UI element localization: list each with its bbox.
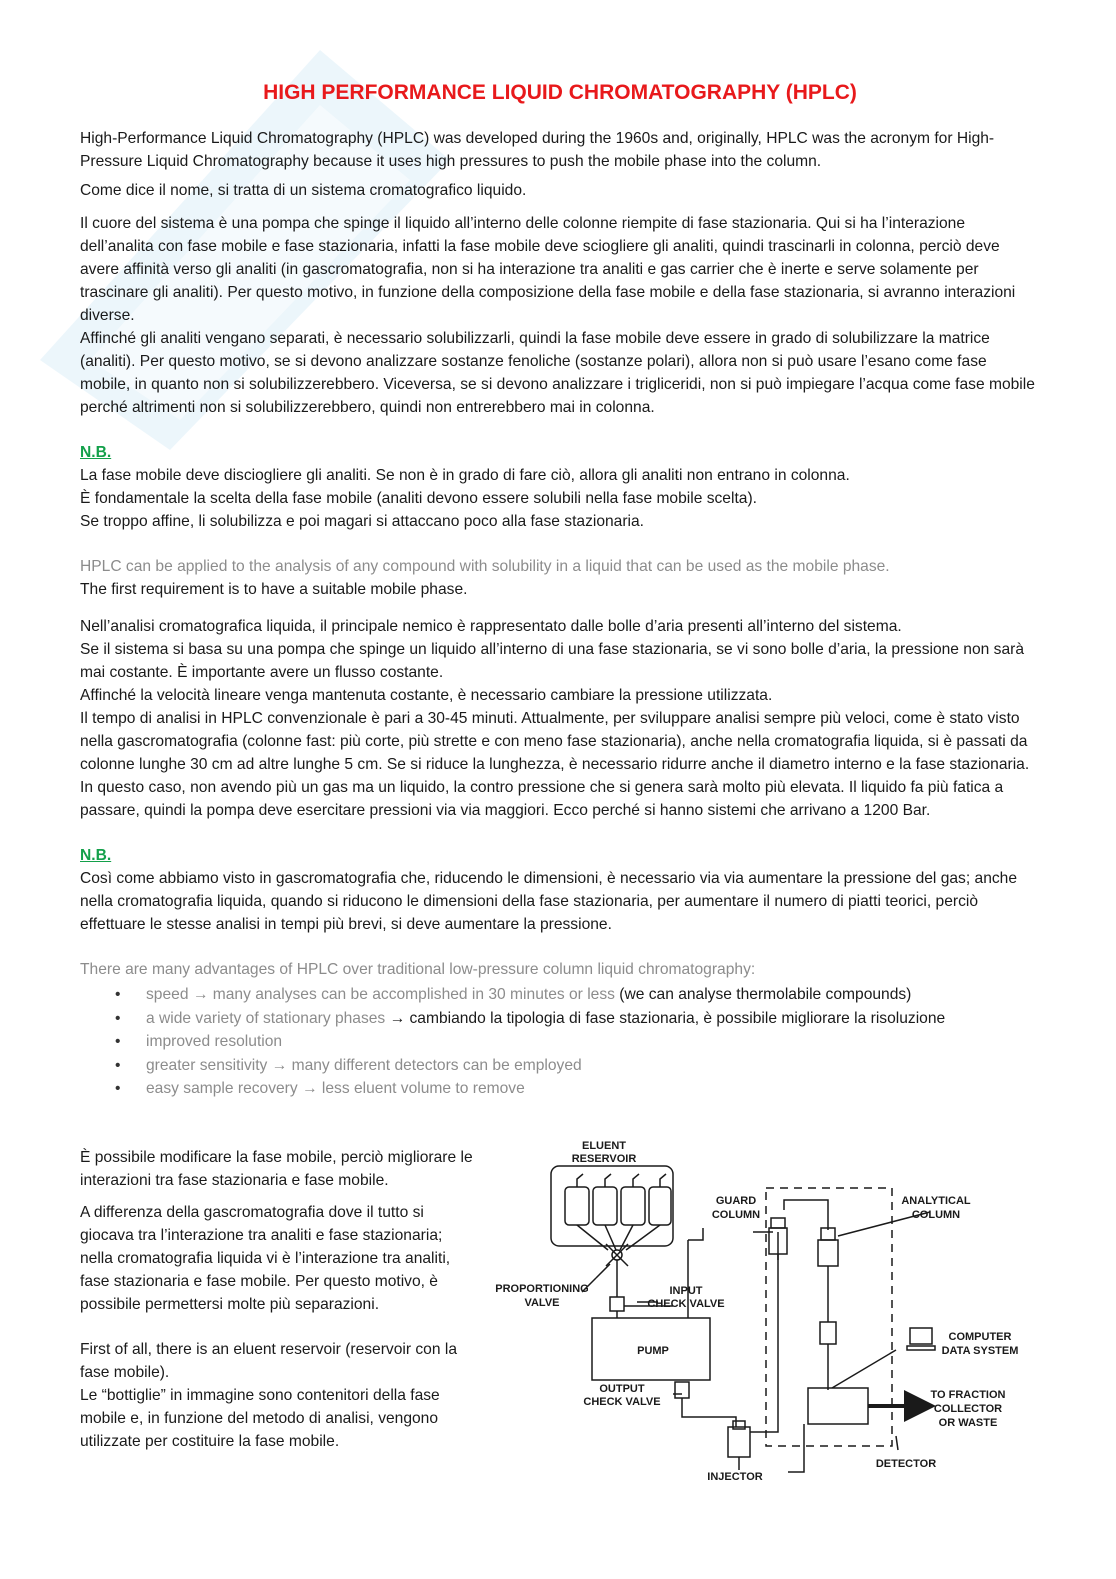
bubbles-line-4: Il tempo di analisi in HPLC convenzionale è pari a 30-45 minuti. Attualmente, per sviluppare analisi sempre più veloci, come è stato visto nella gascromatografia (colonne fast: più corte, più strette e con meno fase stazionaria), anche nella cromatografia liquida, si è passati da colonne lunghe 30 cm ad altre lunghe 5 cm. Se si riduce la lunghezza, è necessario ridurre anche il diametro interno e la fase stazionaria. In questo caso, non avendo più un gas ma un liquido, la contro pressione che si genera sarà molto più elevata. Il liquido fa più fatica a passare, quindi la pompa deve esercitare pressioni via via maggiori. Ecco perché si hanno sistemi che arrivano a 1200 Bar.: [80, 710, 1030, 819]
list-item: [146, 983, 1040, 1007]
label-analytical: ANALYTICAL: [901, 1195, 971, 1207]
nb-block-2: [80, 844, 1040, 936]
bottom-paragraph-1: È possibile modificare la fase mobile, perciò migliorare le interazioni tra fase stazionaria e fase mobile.: [80, 1149, 473, 1189]
analytical-column: [818, 1228, 838, 1390]
advantage-text: (we can analyse thermolabile compounds): [614, 986, 912, 1003]
bottle: [621, 1187, 645, 1225]
requirement-grey-text: HPLC can be applied to the analysis of any compound with solubility in a liquid that can be used as the mobile phase.: [80, 558, 890, 575]
intro-paragraph-3: [80, 212, 1040, 419]
label-output-check-valve: CHECK VALVE: [583, 1396, 661, 1408]
advantage-grey-text: speed → many analyses can be accomplished in 30 minutes or less: [146, 986, 615, 1003]
bottom-paragraph-3: [80, 1338, 475, 1453]
label-output: OUTPUT: [599, 1383, 645, 1395]
intro-paragraph-3b: Affinché gli analiti vengano separati, è necessario solubilizzarli, quindi la fase mobile deve essere in grado di solubilizzare la matrice (analiti). Per questo motivo, se si devono analizzare sostanze fenoliche (sostanze polari), allora non si può usare l’esano come fase mobile, in quanto non si solubilizzerebbero. Viceversa, se si devono analizzare i trigliceridi, non si può impiegare l’acqua come fase mobile perché altrimenti non si solubilizzerebbero, quindi non entrerebbero mai in colonna.: [80, 330, 1035, 416]
nb1-line-1: La fase mobile deve disciogliere gli analiti. Se non è in grado di fare ciò, allora gli analiti non entrano in colonna.: [80, 467, 850, 484]
label-input-check-valve: CHECK VALVE: [647, 1298, 725, 1310]
label-detector: DETECTOR: [875, 1458, 937, 1470]
label-data-system: DATA SYSTEM: [941, 1345, 1019, 1357]
label-computer: COMPUTER: [948, 1331, 1012, 1343]
bottle: [649, 1187, 671, 1225]
nb-label-2: N.B.: [80, 847, 112, 864]
intro-paragraph-3a: Il cuore del sistema è una pompa che spinge il liquido all’interno delle colonne riempite di fase stazionaria. Qui si ha l’interazione dell’analita con fase mobile e fase stazionaria, infatti la fase mobile deve sciogliere gli analiti, quindi trascinarli in colonna, perciò deve avere affinità verso gli analiti (in gascromatografia, non si ha interazione tra analiti e gas carrier che è inerte e serve solamente per trascinare gli analiti). Per questo motivo, in funzione della composizione della fase mobile e della fase stazionaria, si avranno interazioni diverse.: [80, 215, 1016, 324]
label-valve: VALVE: [524, 1297, 560, 1309]
nb-block-1: [80, 441, 1040, 533]
detector: [808, 1388, 868, 1424]
bottom-paragraph-3b: Le “bottiglie” in immagine sono contenitori della fase mobile e, in funzione del metodo di analisi, vengono utilizzate per costituire la fase mobile.: [80, 1387, 440, 1450]
bottom-paragraph-3a: First of all, there is an eluent reservoir (reservoir con la fase mobile).: [80, 1341, 457, 1381]
bottle: [565, 1187, 589, 1225]
intro-paragraph-1: High-Performance Liquid Chromatography (HPLC) was developed during the 1960s and, originally, HPLC was the acronym for High-Pressure Liquid Chromatography because it uses high pressures to push the mobile phase into the column.: [80, 130, 995, 170]
label-pump: PUMP: [637, 1345, 669, 1357]
page-title: HIGH PERFORMANCE LIQUID CHROMATOGRAPHY (HPLC): [263, 81, 857, 104]
bubbles-line-1: Nell’analisi cromatografica liquida, il principale nemico è rappresentato dalle bolle d’aria presenti all’interno del sistema.: [80, 618, 902, 635]
label-input: INPUT: [669, 1285, 703, 1297]
bubbles-line-3: Affinché la velocità lineare venga mantenuta costante, è necessario cambiare la pressione utilizzata.: [80, 687, 773, 704]
hplc-diagram: [488, 1132, 1048, 1497]
guard-column: [771, 1218, 785, 1228]
list-item: [146, 1030, 1040, 1054]
bottom-left-text: [80, 1146, 475, 1462]
label-eluent: ELUENT: [582, 1140, 626, 1152]
label-to-fraction: TO FRACTION: [930, 1389, 1006, 1401]
nb1-line-3: Se troppo affine, li solubilizza e poi magari si attaccano poco alla fase stazionaria.: [80, 513, 645, 530]
advantage-grey-text: easy sample recovery → less eluent volume to remove: [146, 1080, 525, 1097]
nb1-line-2: È fondamentale la scelta della fase mobile (analiti devono essere solubili nella fase mobile scelta).: [80, 490, 757, 507]
label-proportioning: PROPORTIONING: [495, 1283, 589, 1295]
label-guard-column: COLUMN: [711, 1209, 761, 1221]
requirement-text: The first requirement is to have a suitable mobile phase.: [80, 581, 468, 598]
advantages-intro: There are many advantages of HPLC over traditional low-pressure column liquid chromatography:: [80, 961, 756, 978]
advantage-text: → cambiando la tipologia di fase stazionaria, è possibile migliorare la risoluzione: [385, 1009, 946, 1027]
bubbles-block: [80, 615, 1040, 822]
requirement-block: [80, 555, 1040, 601]
advantage-grey-text: a wide variety of stationary phases: [146, 1009, 386, 1027]
label-or-waste: OR WASTE: [938, 1417, 998, 1429]
list-item: [146, 1077, 1040, 1101]
nb-label-1: N.B.: [80, 444, 112, 461]
injector: [728, 1427, 750, 1457]
label-analytical-column: COLUMN: [911, 1209, 961, 1221]
bubbles-line-2: Se il sistema si basa su una pompa che spinge un liquido all’interno di una fase stazionaria, se vi sono bolle d’aria, la pressione non sarà mai costante. È importante avere un flusso costante.: [80, 641, 1024, 681]
document-page: [80, 78, 1040, 1101]
bottle: [593, 1187, 617, 1225]
intro-paragraph-2: Come dice il nome, si tratta di un sistema cromatografico liquido.: [80, 182, 527, 199]
bottom-paragraph-2: A differenza della gascromatografia dove il tutto si giocava tra l’interazione tra analiti e fase stazionaria; nella cromatografia liquida vi è l’interazione tra analiti, fase stazionaria e fase mobile. Per questo motivo, è possibile permettersi molte più separazioni.: [80, 1204, 451, 1313]
input-check-valve: [610, 1297, 624, 1311]
list-item: [146, 1007, 1040, 1031]
advantage-grey-text: greater sensitivity → many different detectors can be employed: [146, 1056, 582, 1074]
list-item: [146, 1054, 1040, 1078]
label-reservoir: RESERVOIR: [571, 1153, 637, 1165]
output-check-valve: [675, 1382, 689, 1398]
label-guard: GUARD: [715, 1195, 757, 1207]
advantages-list: [80, 983, 1040, 1101]
computer-icon: [907, 1328, 935, 1350]
eluent-reservoir: [551, 1166, 673, 1246]
label-injector: INJECTOR: [707, 1471, 763, 1483]
advantage-grey-text: improved resolution: [146, 1033, 283, 1050]
nb2-text: Così come abbiamo visto in gascromatografia che, riducendo le dimensioni, è necessario via via aumentare la pressione del gas; anche nella cromatografia liquida, quando si riducono le dimensioni della fase stazionaria, per aumentare il numero di piatti teorici, perciò effettuare le stesse analisi in tempi più brevi, si deve aumentare la pressione.: [80, 870, 1018, 933]
label-collector: COLLECTOR: [933, 1403, 1003, 1415]
